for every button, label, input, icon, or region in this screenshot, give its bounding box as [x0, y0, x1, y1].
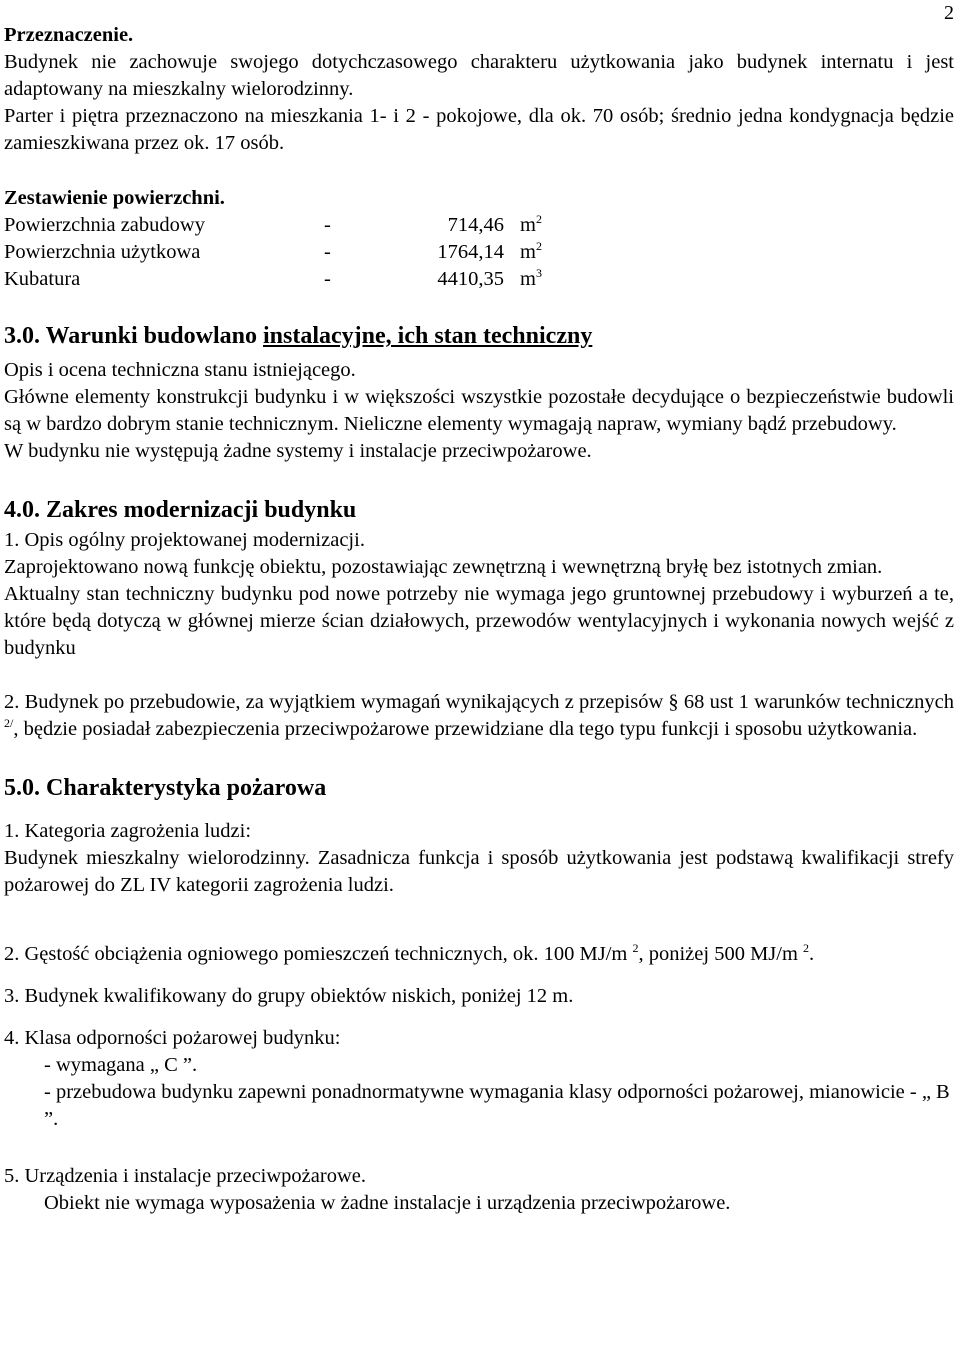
page-number: 2 [944, 2, 954, 24]
area-table [4, 212, 954, 293]
item-4-1-title: 1. Opis ogólny projektowanej modernizacji. [4, 529, 365, 551]
item-5-1-title: 1. Kategoria zagrożenia ludzi: [4, 820, 252, 842]
item-5-3: 3. Budynek kwalifikowany do grupy obiektów niskich, poniżej 12 m. [4, 985, 574, 1007]
paragraph-4-1-2: Aktualny stan techniczny budynku pod nowe potrzeby nie wymaga jego gruntownej przebudowy i wyburzeń a te, które będą dotyczą w głównej mierze ścian działowych, przewodów wentylacyjnych i wykonania nowych wejść z budynku [4, 583, 954, 659]
area-row [4, 266, 954, 293]
area-dash: - [324, 268, 331, 290]
section-title-zestawienie: Zestawienie powierzchni. [4, 187, 225, 209]
subtitle-ocena: Opis i ocena techniczna stanu istniejącego. [4, 359, 356, 381]
area-label: Kubatura [4, 268, 81, 290]
area-unit: $m^3$ [520, 266, 542, 290]
paragraph-4-2: 2. Budynek po przebudowie, za wyjątkiem wymagań wynikających z przepisów § 68 ust 1 warunków technicznych $^{2/}$, będzie posiadał zabezpieczenia przeciwpożarowe przewidziane dla tego typu funkcji i sposobu użytkowania. [4, 691, 954, 740]
area-label: Powierzchnia zabudowy [4, 214, 205, 236]
section-heading-5: 5.0. Charakterystyka pożarowa [4, 775, 327, 801]
item-5-5-title: 5. Urządzenia i instalacje przeciwpożarowe. [4, 1165, 366, 1187]
area-unit: $m^2$ [520, 239, 542, 263]
paragraph-przeznaczenie-2: Parter i piętra przeznaczono na mieszkania 1- i 2 - pokojowe, dla ok. 70 osób; średnio jedna kondygnacja będzie zamieszkiwana przez ok. 17 osób. [4, 105, 954, 154]
paragraph-5-1: Budynek mieszkalny wielorodzinny. Zasadnicza funkcja i sposób użytkowania jest podstawą kwalifikacji strefy pożarowej do ZL IV kategorii zagrożenia ludzi. [4, 847, 954, 896]
paragraph-4-1-1: Zaprojektowano nową funkcję obiektu, pozostawiając zewnętrzną i wewnętrzną bryłę bez istotnych zmian. [4, 556, 883, 578]
item-5-4-line-2: - przebudowa budynku zapewni ponadnormatywne wymagania klasy odporności pożarowej, mianowicie - „ B ”. [44, 1081, 950, 1130]
area-row [4, 212, 954, 239]
paragraph-3-1: Główne elementy konstrukcji budynku i w większości wszystkie pozostałe decydujące o bezpieczeństwie budowli są w bardzo dobrym stanie technicznym. Nieliczne elementy wymagają napraw, wymiany bądź przebudowy. [4, 386, 954, 435]
area-value: 4410,35 [437, 268, 504, 290]
item-5-4-line-1: - wymagana „ C ”. [44, 1054, 198, 1076]
section-title-przeznaczenie: Przeznaczenie. [4, 24, 134, 46]
paragraph-przeznaczenie-1: Budynek nie zachowuje swojego dotychczasowego charakteru użytkowania jako budynek internatu i jest adaptowany na mieszkalny wielorodzinny. [4, 51, 954, 100]
item-5-4-title: 4. Klasa odporności pożarowej budynku: [4, 1027, 341, 1049]
area-dash: - [324, 214, 331, 236]
area-label: Powierzchnia użytkowa [4, 241, 201, 263]
item-5-5-text: Obiekt nie wymaga wyposażenia w żadne instalacje i urządzenia przeciwpożarowe. [44, 1192, 731, 1214]
area-value: 714,46 [447, 214, 504, 236]
section-heading-4: 4.0. Zakres modernizacji budynku [4, 497, 357, 523]
area-row [4, 239, 954, 266]
paragraph-3-2: W budynku nie występują żadne systemy i instalacje przeciwpożarowe. [4, 440, 592, 462]
document-page [4, 0, 954, 1217]
item-5-2: 2. Gęstość obciążenia ogniowego pomieszczeń technicznych, ok. 100 MJ/m $^2$, poniżej 500 MJ/m $^2$. [4, 941, 815, 965]
area-value: 1764,14 [437, 241, 504, 263]
area-dash: - [324, 241, 331, 263]
section-heading-3: 3.0. Warunki budowlano instalacyjne, ich stan techniczny [4, 323, 593, 349]
area-unit: $m^2$ [520, 212, 542, 236]
